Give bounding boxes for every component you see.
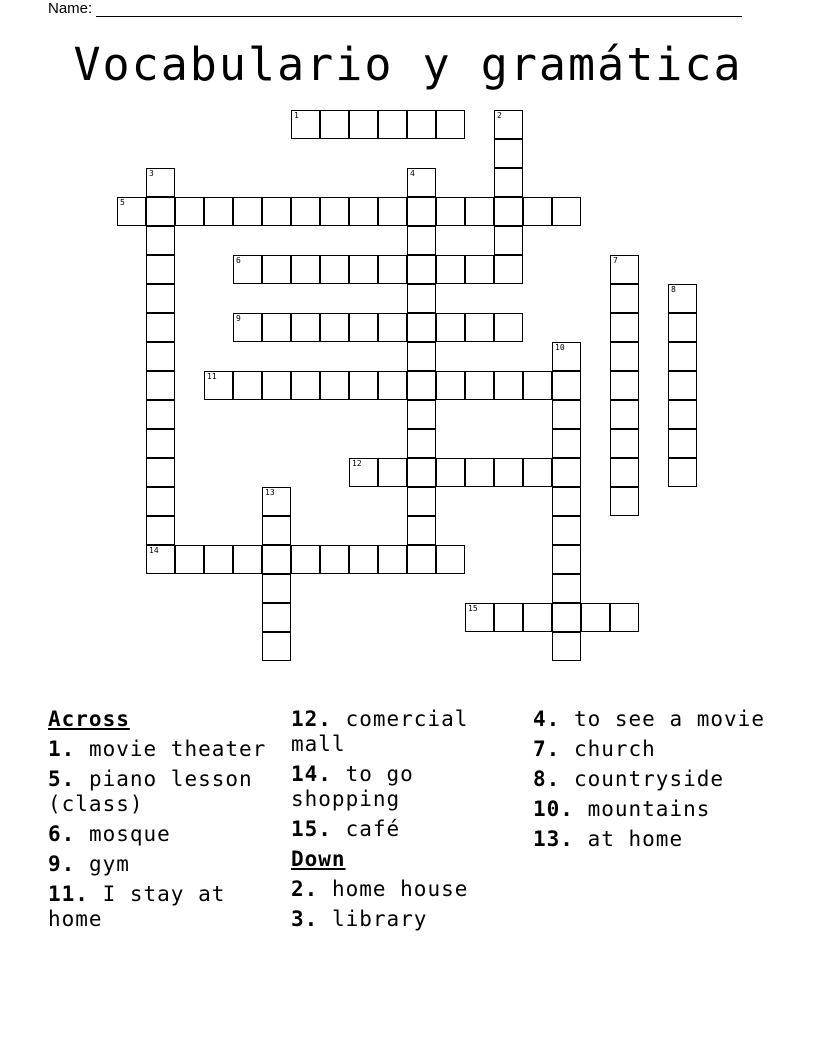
grid-cell[interactable] (204, 545, 233, 574)
grid-cell[interactable] (262, 487, 291, 516)
grid-cell[interactable] (407, 226, 436, 255)
grid-cell[interactable] (552, 487, 581, 516)
clue-number: 12 (352, 459, 362, 468)
grid-cell[interactable] (523, 197, 552, 226)
clue-number-label: 13. (533, 827, 574, 851)
grid-cell[interactable] (407, 110, 436, 139)
clue-text: mosque (88, 822, 171, 846)
grid-cell[interactable] (291, 313, 320, 342)
grid-cell[interactable] (407, 400, 436, 429)
clue-number: 15 (468, 604, 478, 613)
clues-column-3 (533, 702, 793, 852)
clue-item (291, 877, 526, 902)
across-heading: Across (48, 707, 130, 731)
grid-cell[interactable] (407, 545, 436, 574)
grid-cell[interactable] (552, 342, 581, 371)
grid-cell[interactable] (436, 458, 465, 487)
grid-cell[interactable] (552, 516, 581, 545)
grid-cell[interactable] (320, 545, 349, 574)
grid-cell[interactable] (552, 603, 581, 632)
clue-text: countryside (573, 767, 725, 791)
grid-cell[interactable] (523, 603, 552, 632)
grid-cell[interactable] (233, 197, 262, 226)
clue-text: at home (587, 827, 684, 851)
grid-cell[interactable] (320, 110, 349, 139)
clue-number-label: 12. (291, 707, 332, 731)
grid-cell[interactable] (552, 574, 581, 603)
grid-cell[interactable] (320, 255, 349, 284)
grid-cell[interactable] (552, 632, 581, 661)
grid-cell[interactable] (494, 168, 523, 197)
grid-cell[interactable] (494, 458, 523, 487)
grid-cell[interactable] (262, 632, 291, 661)
grid-cell[interactable] (668, 458, 697, 487)
grid-cell[interactable] (610, 313, 639, 342)
name-label: Name: (48, 0, 93, 17)
clues-column-1 (48, 702, 278, 932)
grid-cell[interactable] (465, 603, 494, 632)
clue-number-label: 7. (533, 737, 561, 761)
clue-item (291, 707, 526, 757)
grid-cell[interactable] (552, 545, 581, 574)
grid-cell[interactable] (552, 458, 581, 487)
clue-number: 6 (236, 256, 241, 265)
grid-cell[interactable] (494, 371, 523, 400)
grid-cell[interactable] (465, 255, 494, 284)
grid-cell[interactable] (523, 371, 552, 400)
grid-cell[interactable] (262, 197, 291, 226)
clue-text: comercial mall (291, 707, 469, 756)
grid-cell[interactable] (146, 226, 175, 255)
grid-cell[interactable] (117, 197, 146, 226)
grid-cell[interactable] (262, 371, 291, 400)
grid-cell[interactable] (291, 197, 320, 226)
grid-cell[interactable] (610, 458, 639, 487)
grid-cell[interactable] (378, 313, 407, 342)
grid-cell[interactable] (552, 197, 581, 226)
grid-cell[interactable] (436, 110, 465, 139)
clue-number-label: 5. (48, 767, 76, 791)
grid-cell[interactable] (146, 545, 175, 574)
grid-cell[interactable] (291, 110, 320, 139)
clue-number-label: 1. (48, 737, 76, 761)
clue-number: 9 (236, 314, 241, 323)
grid-cell[interactable] (378, 458, 407, 487)
grid-cell[interactable] (465, 313, 494, 342)
clue-item (291, 817, 526, 842)
grid-cell[interactable] (349, 371, 378, 400)
grid-cell[interactable] (320, 371, 349, 400)
clue-number-label: 6. (48, 822, 76, 846)
grid-cell[interactable] (436, 197, 465, 226)
grid-cell[interactable] (146, 197, 175, 226)
clue-number-label: 9. (48, 852, 76, 876)
grid-cell[interactable] (581, 603, 610, 632)
grid-cell[interactable] (262, 574, 291, 603)
clue-text: café (345, 817, 401, 841)
grid-cell[interactable] (668, 342, 697, 371)
clues-column-2 (291, 702, 526, 932)
clue-number-label: 3. (291, 907, 319, 931)
clue-item (48, 852, 278, 877)
clue-text: I stay at home (48, 882, 226, 931)
grid-cell[interactable] (465, 371, 494, 400)
grid-cell[interactable] (407, 516, 436, 545)
grid-cell[interactable] (204, 371, 233, 400)
grid-cell[interactable] (610, 342, 639, 371)
grid-cell[interactable] (668, 313, 697, 342)
grid-cell[interactable] (407, 168, 436, 197)
clue-text: home house (331, 877, 469, 901)
clue-item (291, 762, 526, 812)
clue-text: to see a movie (573, 707, 765, 731)
grid-cell[interactable] (146, 313, 175, 342)
grid-cell[interactable] (407, 197, 436, 226)
grid-cell[interactable] (175, 197, 204, 226)
grid-cell[interactable] (494, 603, 523, 632)
grid-cell[interactable] (436, 371, 465, 400)
clue-item (48, 882, 278, 932)
grid-cell[interactable] (407, 487, 436, 516)
grid-cell[interactable] (320, 197, 349, 226)
grid-cell[interactable] (407, 458, 436, 487)
clue-number: 10 (555, 343, 565, 352)
grid-cell[interactable] (378, 371, 407, 400)
clue-number: 4 (410, 169, 415, 178)
grid-cell[interactable] (436, 545, 465, 574)
clue-text: movie theater (88, 737, 267, 761)
clue-item (48, 822, 278, 847)
grid-cell[interactable] (378, 110, 407, 139)
grid-cell[interactable] (552, 429, 581, 458)
clue-text: to go shopping (291, 762, 414, 811)
grid-cell[interactable] (378, 255, 407, 284)
clue-item (533, 827, 793, 852)
grid-cell[interactable] (494, 313, 523, 342)
grid-cell[interactable] (436, 313, 465, 342)
grid-cell[interactable] (146, 168, 175, 197)
grid-cell[interactable] (668, 429, 697, 458)
grid-cell[interactable] (465, 197, 494, 226)
grid-cell[interactable] (494, 139, 523, 168)
grid-cell[interactable] (146, 400, 175, 429)
grid-cell[interactable] (523, 458, 552, 487)
grid-cell[interactable] (378, 545, 407, 574)
grid-cell[interactable] (146, 516, 175, 545)
grid-cell[interactable] (146, 284, 175, 313)
clue-item (533, 707, 793, 732)
clue-item (533, 767, 793, 792)
clue-number: 11 (207, 372, 217, 381)
grid-cell[interactable] (407, 255, 436, 284)
clue-number-label: 14. (291, 762, 332, 786)
grid-cell[interactable] (378, 197, 407, 226)
grid-cell[interactable] (407, 313, 436, 342)
grid-cell[interactable] (262, 545, 291, 574)
clue-number: 14 (149, 546, 159, 555)
grid-cell[interactable] (610, 603, 639, 632)
grid-cell[interactable] (146, 487, 175, 516)
clue-number-label: 11. (48, 882, 89, 906)
grid-cell[interactable] (552, 371, 581, 400)
clue-item (533, 797, 793, 822)
clue-text: mountains (587, 797, 711, 821)
grid-cell[interactable] (349, 458, 378, 487)
grid-cell[interactable] (668, 284, 697, 313)
grid-cell[interactable] (668, 371, 697, 400)
grid-cell[interactable] (494, 110, 523, 139)
grid-cell[interactable] (436, 255, 465, 284)
clue-number: 8 (671, 285, 676, 294)
grid-cell[interactable] (146, 342, 175, 371)
grid-cell[interactable] (291, 371, 320, 400)
grid-cell[interactable] (146, 458, 175, 487)
clue-item (48, 737, 278, 762)
grid-cell[interactable] (291, 545, 320, 574)
clue-number-label: 8. (533, 767, 561, 791)
clue-text: piano lesson (class) (48, 767, 253, 816)
grid-cell[interactable] (262, 255, 291, 284)
grid-cell[interactable] (349, 110, 378, 139)
grid-cell[interactable] (320, 313, 349, 342)
grid-cell[interactable] (349, 255, 378, 284)
grid-cell[interactable] (407, 342, 436, 371)
grid-cell[interactable] (494, 226, 523, 255)
grid-cell[interactable] (262, 313, 291, 342)
clue-text: gym (88, 852, 130, 876)
grid-cell[interactable] (668, 400, 697, 429)
page-title: Vocabulario y gramática (73, 38, 743, 91)
grid-cell[interactable] (494, 255, 523, 284)
grid-cell[interactable] (610, 400, 639, 429)
grid-cell[interactable] (465, 458, 494, 487)
clue-number: 5 (120, 198, 125, 207)
grid-cell[interactable] (407, 429, 436, 458)
grid-cell[interactable] (610, 429, 639, 458)
grid-cell[interactable] (233, 545, 262, 574)
grid-cell[interactable] (146, 429, 175, 458)
clue-item (291, 907, 526, 932)
grid-cell[interactable] (610, 284, 639, 313)
clue-number-label: 15. (291, 817, 332, 841)
grid-cell[interactable] (494, 197, 523, 226)
grid-cell[interactable] (233, 313, 262, 342)
grid-cell[interactable] (610, 371, 639, 400)
down-heading: Down (291, 847, 346, 871)
grid-cell[interactable] (262, 603, 291, 632)
grid-cell[interactable] (204, 197, 233, 226)
clue-number-label: 4. (533, 707, 561, 731)
clue-item (48, 767, 278, 817)
grid-cell[interactable] (407, 284, 436, 313)
grid-cell[interactable] (349, 545, 378, 574)
grid-cell[interactable] (610, 255, 639, 284)
clue-number: 3 (149, 169, 154, 178)
grid-cell[interactable] (349, 197, 378, 226)
grid-cell[interactable] (552, 400, 581, 429)
grid-cell[interactable] (233, 255, 262, 284)
clue-number: 13 (265, 488, 275, 497)
clue-number: 1 (294, 111, 299, 120)
grid-cell[interactable] (407, 371, 436, 400)
grid-cell[interactable] (233, 371, 262, 400)
grid-cell[interactable] (291, 255, 320, 284)
clue-number-label: 2. (291, 877, 319, 901)
clue-number-label: 10. (533, 797, 574, 821)
clue-text: church (573, 737, 656, 761)
clue-number: 7 (613, 256, 618, 265)
clue-number: 2 (497, 111, 502, 120)
clue-text: library (331, 907, 428, 931)
grid-cell[interactable] (349, 313, 378, 342)
grid-cell[interactable] (146, 371, 175, 400)
grid-cell[interactable] (146, 255, 175, 284)
grid-cell[interactable] (175, 545, 204, 574)
clue-item (533, 737, 793, 762)
grid-cell[interactable] (262, 516, 291, 545)
grid-cell[interactable] (610, 487, 639, 516)
